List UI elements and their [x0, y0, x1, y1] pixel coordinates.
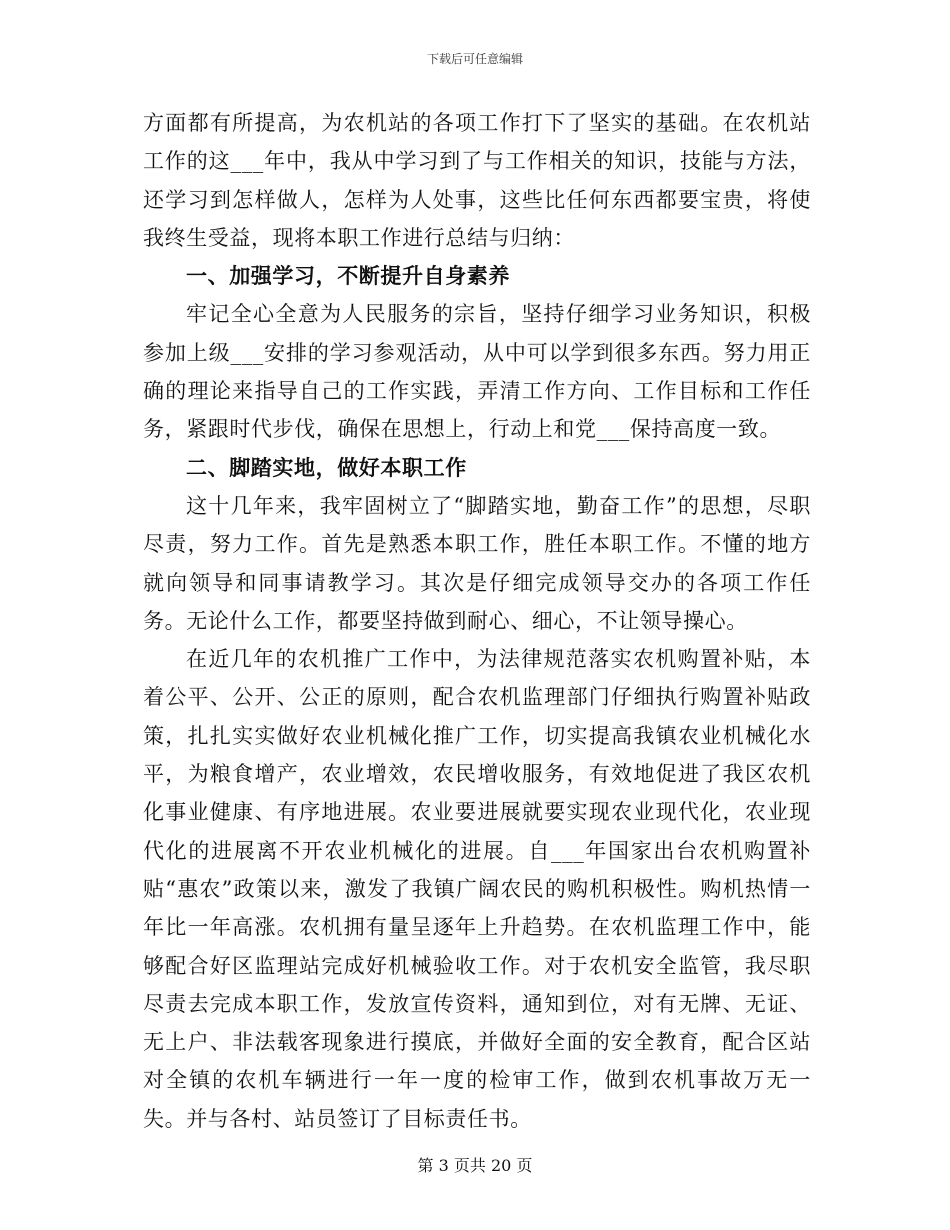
section-heading-1: 一、加强学习，不断提升自身素养 [186, 263, 510, 289]
page-header-note: 下载后可任意编辑 [426, 52, 523, 66]
paragraph-continuation: 方面都有所提高，为农机站的各项工作打下了坚实的基础。在农机站工作的这___年中，我从中学习到了与工作相关的知识，技能与方法，还学习到怎样做人，怎样为人处事，这些比任何东西都要宝贵，将使我终生受益，现将本职工作进行总结与归纳： [143, 111, 811, 250]
document-body [143, 104, 811, 1138]
section-heading-2: 二、脚踏实地，做好本职工作 [186, 454, 467, 480]
page-number-footer: 第 3 页共 20 页 [417, 1156, 533, 1175]
paragraph-promotion: 在近几年的农机推广工作中，为法律规范落实农机购置补贴，本着公平、公开、公正的原则，配合农机监理部门仔细执行购置补贴政策，扎扎实实做好农业机械化推广工作，切实提高我镇农业机械化水平，为粮食增产，农业增效，农民增收服务，有效地促进了我区农机化事业健康、有序地进展。农业要进展就要实现农业现代化，农业现代化的进展离不开农业机械化的进展。自___年国家出台农机购置补贴“惠农”政策以来，激发了我镇广阔农民的购机积极性。购机热情一年比一年高涨。农机拥有量呈逐年上升趋势。在农机监理工作中，能够配合好区监理站完成好机械验收工作。对于农机安全监管，我尽职尽责去完成本职工作，发放宣传资料，通知到位，对有无牌、无证、无上户、非法载客现象进行摸底，并做好全面的安全教育，配合区站对全镇的农机车辆进行一年一度的检审工作，做到农机事故万无一失。并与各村、站员签订了目标责任书。 [143, 647, 811, 1131]
paragraph-study: 牢记全心全意为人民服务的宗旨，坚持仔细学习业务知识，积极参加上级___安排的学习参观活动，从中可以学到很多东西。努力用正确的理论来指导自己的工作实践，弄清工作方向、工作目标和工作任务，紧跟时代步伐，确保在思想上，行动上和党___保持高度一致。 [143, 302, 811, 442]
paragraph-diligence: 这十几年来，我牢固树立了“脚踏实地，勤奋工作”的思想，尽职尽责，努力工作。首先是熟悉本职工作，胜任本职工作。不懂的地方就向领导和同事请教学习。其次是仔细完成领导交办的各项工作任务。无论什么工作，都要坚持做到耐心、细心，不让领导操心。 [143, 493, 811, 633]
